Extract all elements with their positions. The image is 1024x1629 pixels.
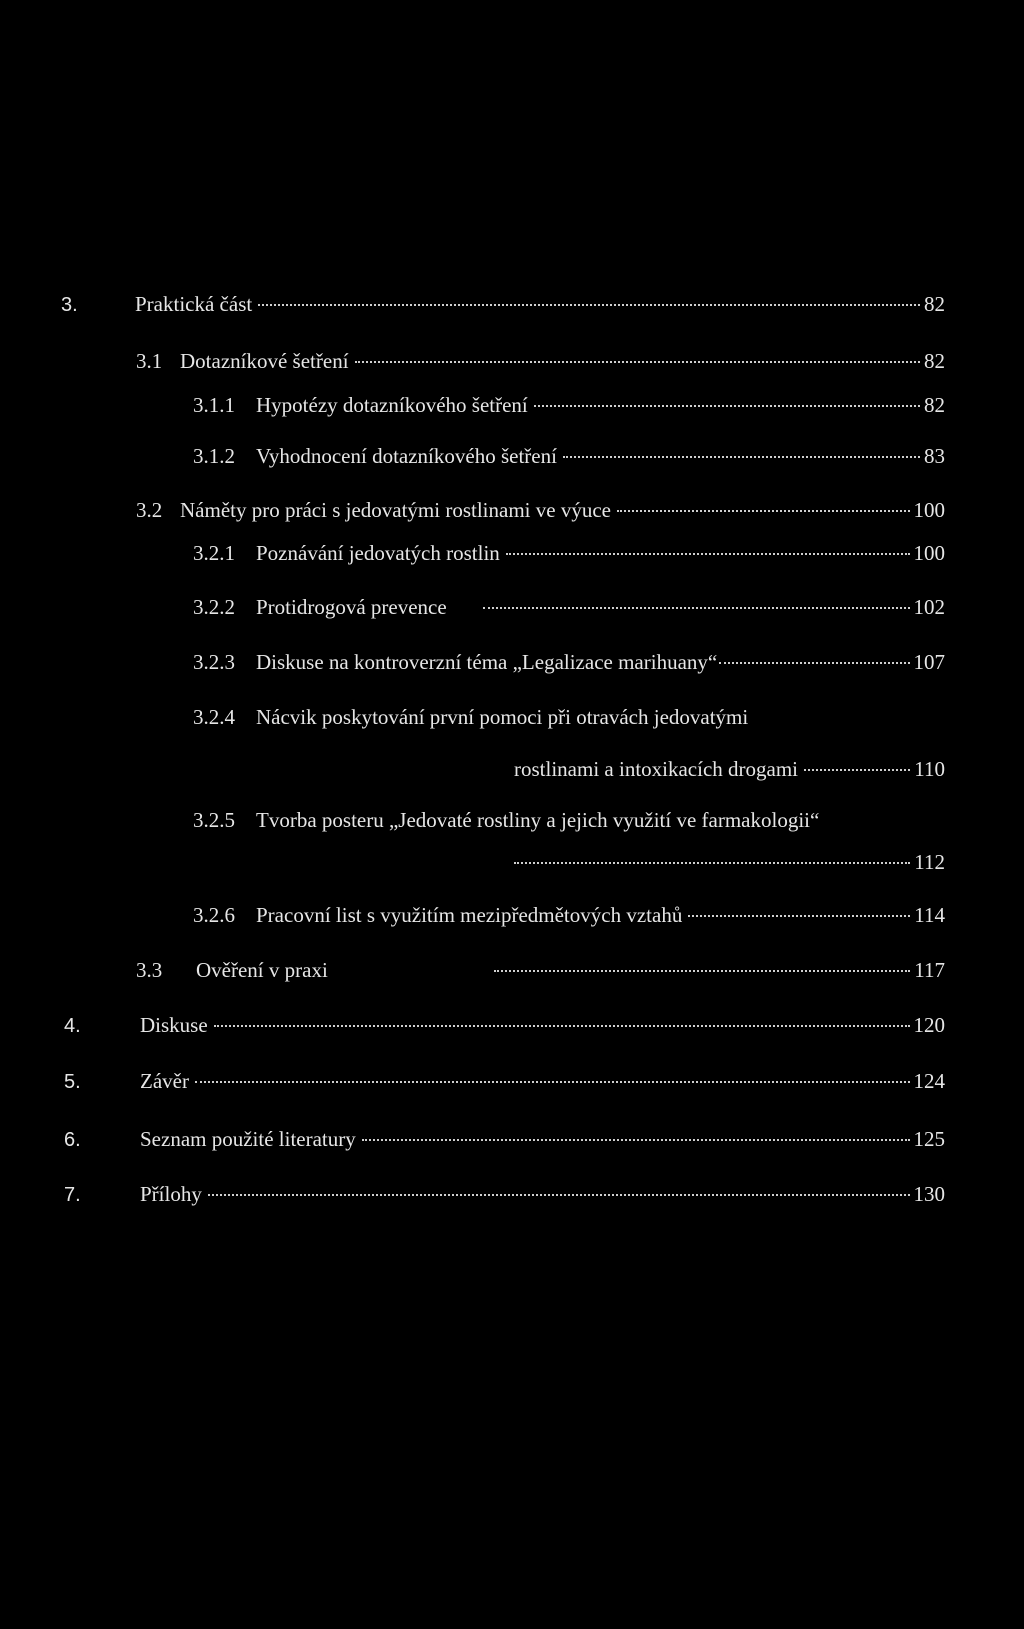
dot-leader — [617, 510, 910, 512]
toc-entry-title: Hypotézy dotazníkového šetření — [256, 393, 528, 417]
dot-leader — [719, 662, 909, 664]
toc-entry-page: 102 — [913, 595, 945, 619]
toc-entry-page: 107 — [913, 650, 945, 674]
dot-leader — [483, 607, 910, 609]
toc-entry — [64, 1010, 945, 1040]
toc-entry-title: Dotazníkové šetření — [180, 349, 349, 373]
toc-entry-number: 3.2.6 — [193, 903, 235, 927]
toc-entry — [136, 346, 945, 376]
toc-entry-number: 3.2.3 — [193, 650, 235, 674]
toc-entry-page: 112 — [914, 850, 945, 874]
toc-entry-number: 4. — [64, 1015, 81, 1037]
toc-entry-page: 130 — [913, 1182, 945, 1206]
toc-entry-number: 7. — [64, 1184, 81, 1206]
dot-leader — [258, 304, 920, 306]
toc-entry-number: 3.2.1 — [193, 541, 235, 565]
toc-entry-number: 3.2 — [136, 498, 163, 522]
toc-entry-number: 3.1 — [136, 349, 163, 373]
dot-leader — [362, 1139, 910, 1141]
toc-entry-page: 120 — [913, 1013, 945, 1037]
toc-entry-title: Diskuse — [140, 1013, 208, 1037]
toc-entry-title: Seznam použité literatury — [140, 1127, 356, 1151]
toc-entry-page: 82 — [924, 292, 945, 316]
toc-entry-title-continued: rostlinami a intoxikacích drogami — [514, 757, 799, 781]
toc-entry — [193, 900, 945, 930]
toc-entry — [64, 1124, 945, 1154]
dot-leader — [355, 361, 920, 363]
toc-entry — [64, 1179, 945, 1209]
toc-entry-continuation — [514, 847, 945, 877]
toc-entry-title: Ověření v praxi — [196, 958, 328, 982]
toc-entry — [193, 647, 945, 677]
toc-entry-title: Závěr — [140, 1069, 189, 1093]
toc-entry-number: 6. — [64, 1129, 81, 1151]
toc-entry-title: Tvorba posteru „Jedovaté rostliny a jejich využití ve farmakologii“ — [256, 808, 820, 832]
dot-leader — [214, 1025, 910, 1027]
toc-entry — [136, 495, 945, 525]
dot-leader — [195, 1081, 910, 1083]
toc-entry — [64, 1066, 945, 1096]
toc-entry-number: 3.2.2 — [193, 595, 235, 619]
toc-entry-number: 5. — [64, 1071, 81, 1093]
dot-leader — [506, 553, 910, 555]
toc-entry-number: 3.2.4 — [193, 705, 235, 729]
toc-entry-number: 3.2.5 — [193, 808, 235, 832]
dot-leader — [494, 970, 910, 972]
toc-entry — [61, 289, 945, 319]
toc-entry-page: 125 — [913, 1127, 945, 1151]
dot-leader — [563, 456, 920, 458]
toc-entry — [193, 538, 945, 568]
toc-entry-page: 83 — [924, 444, 945, 468]
toc-entry-page: 110 — [914, 757, 945, 781]
toc-entry — [193, 390, 945, 420]
toc-entry-title: Pracovní list s využitím mezipředmětových vztahů — [256, 903, 683, 927]
toc-entry — [193, 805, 945, 835]
dot-leader — [688, 915, 910, 917]
toc-entry-title: Nácvik poskytování první pomoci při otravách jedovatými — [256, 705, 749, 729]
toc-entry — [193, 441, 945, 471]
toc-entry-page: 100 — [913, 498, 945, 522]
toc-entry-page: 114 — [914, 903, 945, 927]
toc-entry — [193, 702, 945, 732]
toc-entry-number: 3.1.2 — [193, 444, 235, 468]
toc-entry-title: Praktická část — [135, 292, 253, 316]
toc-entry-number: 3. — [61, 294, 78, 316]
toc-entry-title: Vyhodnocení dotazníkového šetření — [256, 444, 557, 468]
toc-entry-page: 124 — [913, 1069, 945, 1093]
toc-entry-number: 3.3 — [136, 958, 163, 982]
toc-entry-title: Protidrogová prevence — [256, 595, 447, 619]
toc-entry-continuation — [514, 754, 945, 784]
dot-leader — [804, 769, 910, 771]
toc-entry-number: 3.1.1 — [193, 393, 235, 417]
toc-entry — [193, 592, 945, 622]
dot-leader — [534, 405, 920, 407]
toc-entry-title: Náměty pro práci s jedovatými rostlinami ve výuce — [180, 498, 611, 522]
toc-entry-page: 100 — [913, 541, 945, 565]
toc-entry — [136, 955, 945, 985]
toc-entry-page: 82 — [924, 349, 945, 373]
dot-leader — [514, 862, 910, 864]
toc-entry-title: Diskuse na kontroverzní téma „Legalizace marihuany“ — [256, 650, 718, 674]
toc-entry-page: 117 — [914, 958, 945, 982]
toc-entry-page: 82 — [924, 393, 945, 417]
toc-entry-title: Přílohy — [140, 1182, 202, 1206]
dot-leader — [208, 1194, 910, 1196]
toc-entry-title: Poznávání jedovatých rostlin — [256, 541, 500, 565]
